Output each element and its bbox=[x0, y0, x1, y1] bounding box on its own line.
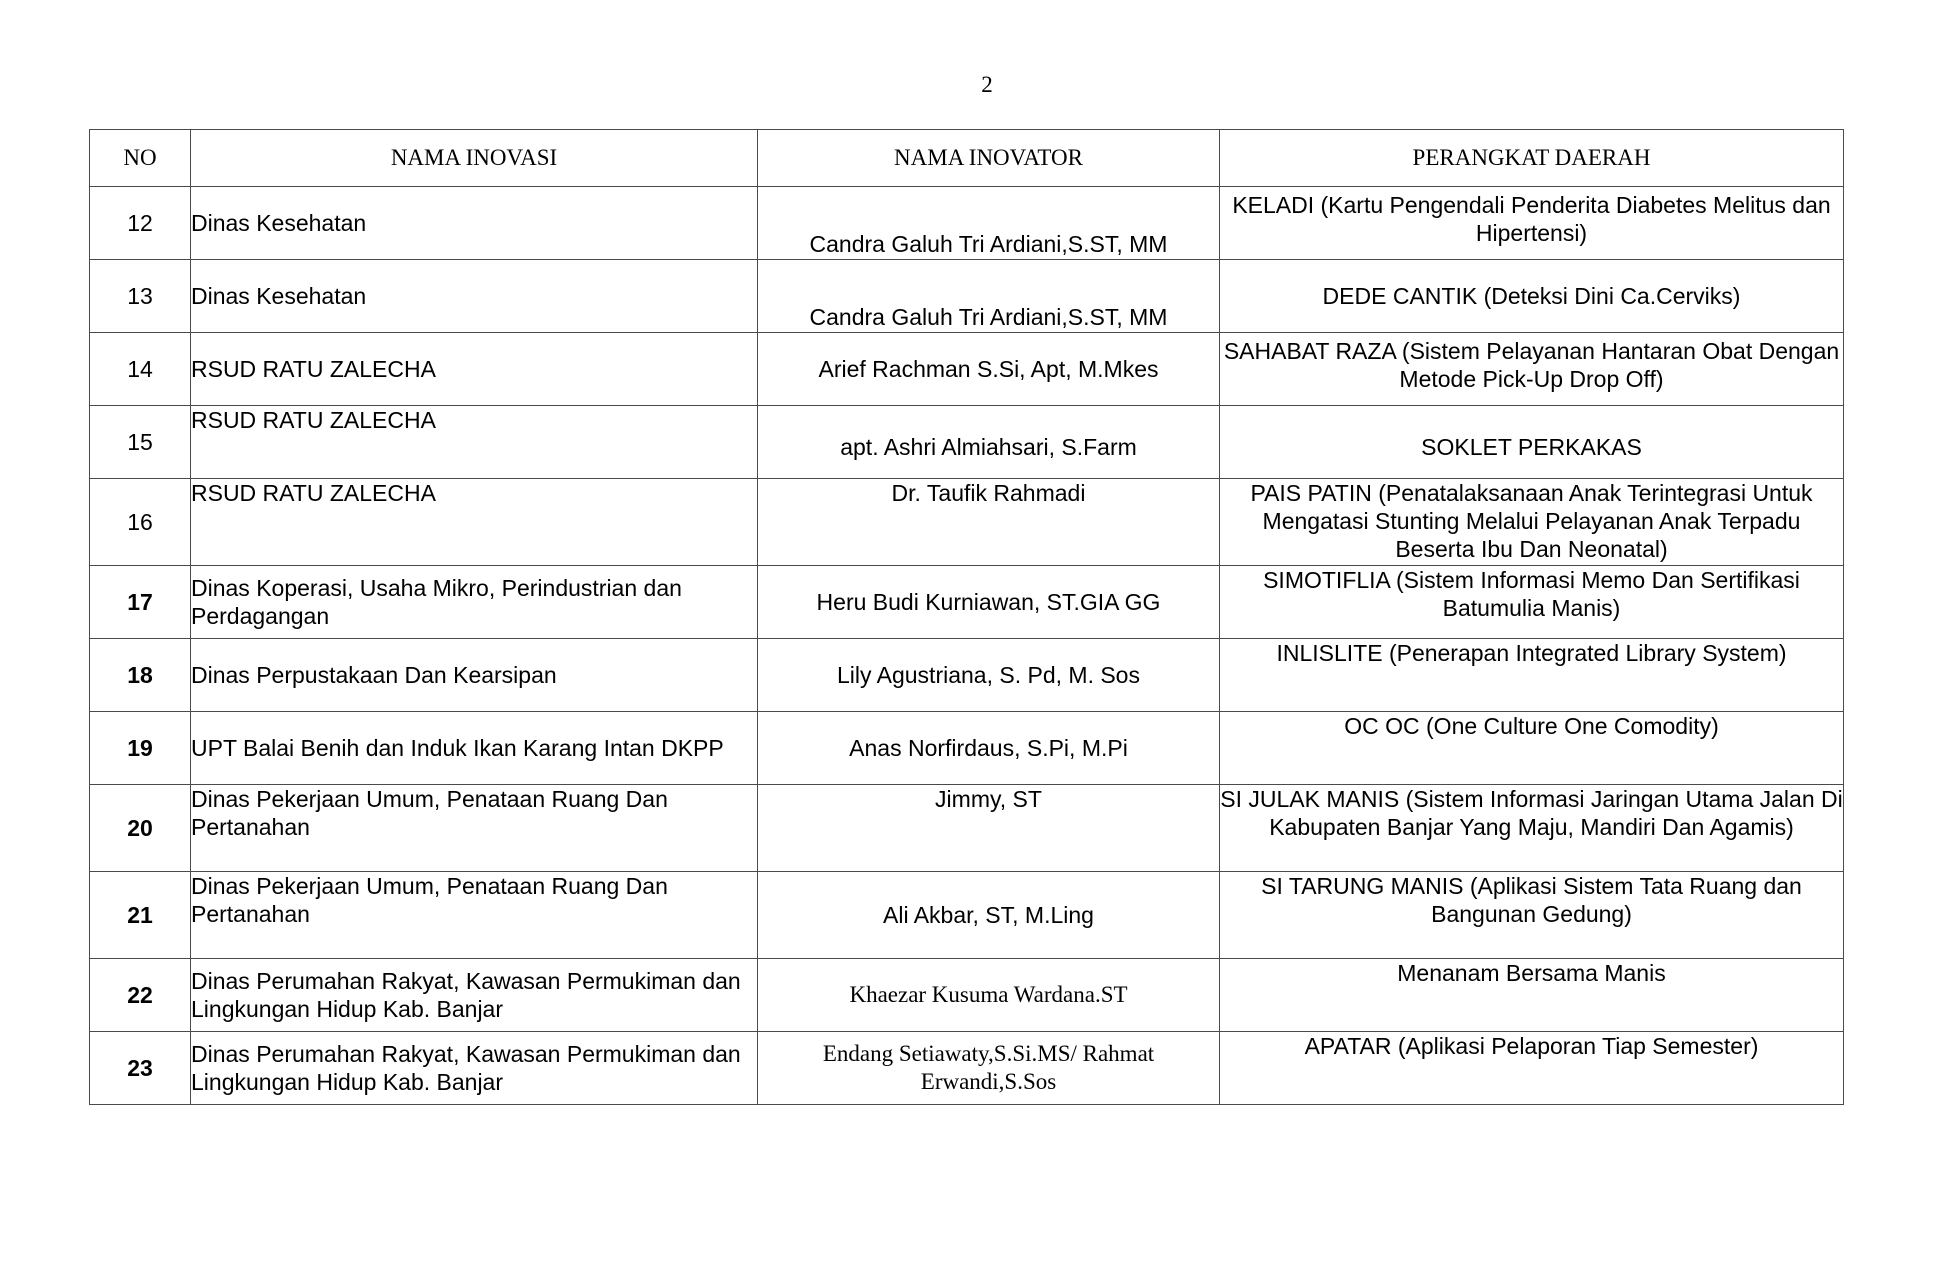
row-nama-inovasi: RSUD RATU ZALECHA bbox=[191, 479, 758, 566]
table-row bbox=[90, 639, 1844, 712]
row-perangkat-daerah: SOKLET PERKAKAS bbox=[1220, 406, 1844, 479]
innovation-table bbox=[89, 129, 1844, 1105]
row-nama-inovator: Candra Galuh Tri Ardiani,S.ST, MM bbox=[758, 260, 1220, 333]
row-nama-inovasi: Dinas Kesehatan bbox=[191, 187, 758, 260]
row-nama-inovator: Lily Agustriana, S. Pd, M. Sos bbox=[758, 639, 1220, 712]
row-perangkat-daerah: SI JULAK MANIS (Sistem Informasi Jaringan Utama Jalan Di Kabupaten Banjar Yang Maju, Mandiri Dan Agamis) bbox=[1220, 785, 1844, 872]
row-no: 12 bbox=[90, 187, 191, 260]
header-no: NO bbox=[90, 130, 191, 187]
row-perangkat-daerah: KELADI (Kartu Pengendali Penderita Diabetes Melitus dan Hipertensi) bbox=[1220, 187, 1844, 260]
row-nama-inovasi: Dinas Pekerjaan Umum, Penataan Ruang Dan Pertanahan bbox=[191, 785, 758, 872]
table-row bbox=[90, 872, 1844, 959]
row-no: 20 bbox=[90, 785, 191, 872]
row-nama-inovasi: Dinas Koperasi, Usaha Mikro, Perindustrian dan Perdagangan bbox=[191, 566, 758, 639]
table-row bbox=[90, 479, 1844, 566]
row-nama-inovasi: RSUD RATU ZALECHA bbox=[191, 333, 758, 406]
page-number: 2 bbox=[981, 72, 993, 97]
row-no: 18 bbox=[90, 639, 191, 712]
table-row bbox=[90, 260, 1844, 333]
row-nama-inovator: apt. Ashri Almiahsari, S.Farm bbox=[758, 406, 1220, 479]
row-nama-inovasi: Dinas Perumahan Rakyat, Kawasan Permukiman dan Lingkungan Hidup Kab. Banjar bbox=[191, 1032, 758, 1105]
row-no: 17 bbox=[90, 566, 191, 639]
row-no: 23 bbox=[90, 1032, 191, 1105]
row-perangkat-daerah: INLISLITE (Penerapan Integrated Library System) bbox=[1220, 639, 1844, 712]
row-nama-inovator: Jimmy, ST bbox=[758, 785, 1220, 872]
row-nama-inovasi: RSUD RATU ZALECHA bbox=[191, 406, 758, 479]
row-no: 14 bbox=[90, 333, 191, 406]
row-no: 13 bbox=[90, 260, 191, 333]
table-row bbox=[90, 187, 1844, 260]
row-no: 16 bbox=[90, 479, 191, 566]
row-no: 22 bbox=[90, 959, 191, 1032]
row-nama-inovator: Dr. Taufik Rahmadi bbox=[758, 479, 1220, 566]
header-nama-inovasi: NAMA INOVASI bbox=[191, 130, 758, 187]
row-nama-inovator: Ali Akbar, ST, M.Ling bbox=[758, 872, 1220, 959]
table-row bbox=[90, 566, 1844, 639]
row-no: 15 bbox=[90, 406, 191, 479]
table-row bbox=[90, 333, 1844, 406]
row-nama-inovasi: Dinas Kesehatan bbox=[191, 260, 758, 333]
row-nama-inovasi: Dinas Perumahan Rakyat, Kawasan Permukiman dan Lingkungan Hidup Kab. Banjar bbox=[191, 959, 758, 1032]
table-row bbox=[90, 785, 1844, 872]
row-nama-inovator: Candra Galuh Tri Ardiani,S.ST, MM bbox=[758, 187, 1220, 260]
row-nama-inovator: Heru Budi Kurniawan, ST.GIA GG bbox=[758, 566, 1220, 639]
table-row bbox=[90, 406, 1844, 479]
table-row bbox=[90, 959, 1844, 1032]
table-header-row bbox=[90, 130, 1844, 187]
row-perangkat-daerah: DEDE CANTIK (Deteksi Dini Ca.Cerviks) bbox=[1220, 260, 1844, 333]
row-perangkat-daerah: OC OC (One Culture One Comodity) bbox=[1220, 712, 1844, 785]
row-perangkat-daerah: SI TARUNG MANIS (Aplikasi Sistem Tata Ruang dan Bangunan Gedung) bbox=[1220, 872, 1844, 959]
table-row bbox=[90, 712, 1844, 785]
row-no: 19 bbox=[90, 712, 191, 785]
row-perangkat-daerah: APATAR (Aplikasi Pelaporan Tiap Semester) bbox=[1220, 1032, 1844, 1105]
row-nama-inovator: Anas Norfirdaus, S.Pi, M.Pi bbox=[758, 712, 1220, 785]
table-row bbox=[90, 1032, 1844, 1105]
row-nama-inovasi: UPT Balai Benih dan Induk Ikan Karang Intan DKPP bbox=[191, 712, 758, 785]
row-nama-inovator: Khaezar Kusuma Wardana.ST bbox=[758, 959, 1220, 1032]
row-nama-inovasi: Dinas Perpustakaan Dan Kearsipan bbox=[191, 639, 758, 712]
header-nama-inovator: NAMA INOVATOR bbox=[758, 130, 1220, 187]
header-perangkat-daerah: PERANGKAT DAERAH bbox=[1220, 130, 1844, 187]
row-nama-inovasi: Dinas Pekerjaan Umum, Penataan Ruang Dan Pertanahan bbox=[191, 872, 758, 959]
row-perangkat-daerah: Menanam Bersama Manis bbox=[1220, 959, 1844, 1032]
row-no: 21 bbox=[90, 872, 191, 959]
row-perangkat-daerah: SIMOTIFLIA (Sistem Informasi Memo Dan Sertifikasi Batumulia Manis) bbox=[1220, 566, 1844, 639]
row-perangkat-daerah: SAHABAT RAZA (Sistem Pelayanan Hantaran Obat Dengan Metode Pick-Up Drop Off) bbox=[1220, 333, 1844, 406]
row-perangkat-daerah: PAIS PATIN (Penatalaksanaan Anak Terintegrasi Untuk Mengatasi Stunting Melalui Pelayanan Anak Terpadu Beserta Ibu Dan Neonatal) bbox=[1220, 479, 1844, 566]
row-nama-inovator: Endang Setiawaty,S.Si.MS/ Rahmat Erwandi,S.Sos bbox=[758, 1032, 1220, 1105]
row-nama-inovator: Arief Rachman S.Si, Apt, M.Mkes bbox=[758, 333, 1220, 406]
